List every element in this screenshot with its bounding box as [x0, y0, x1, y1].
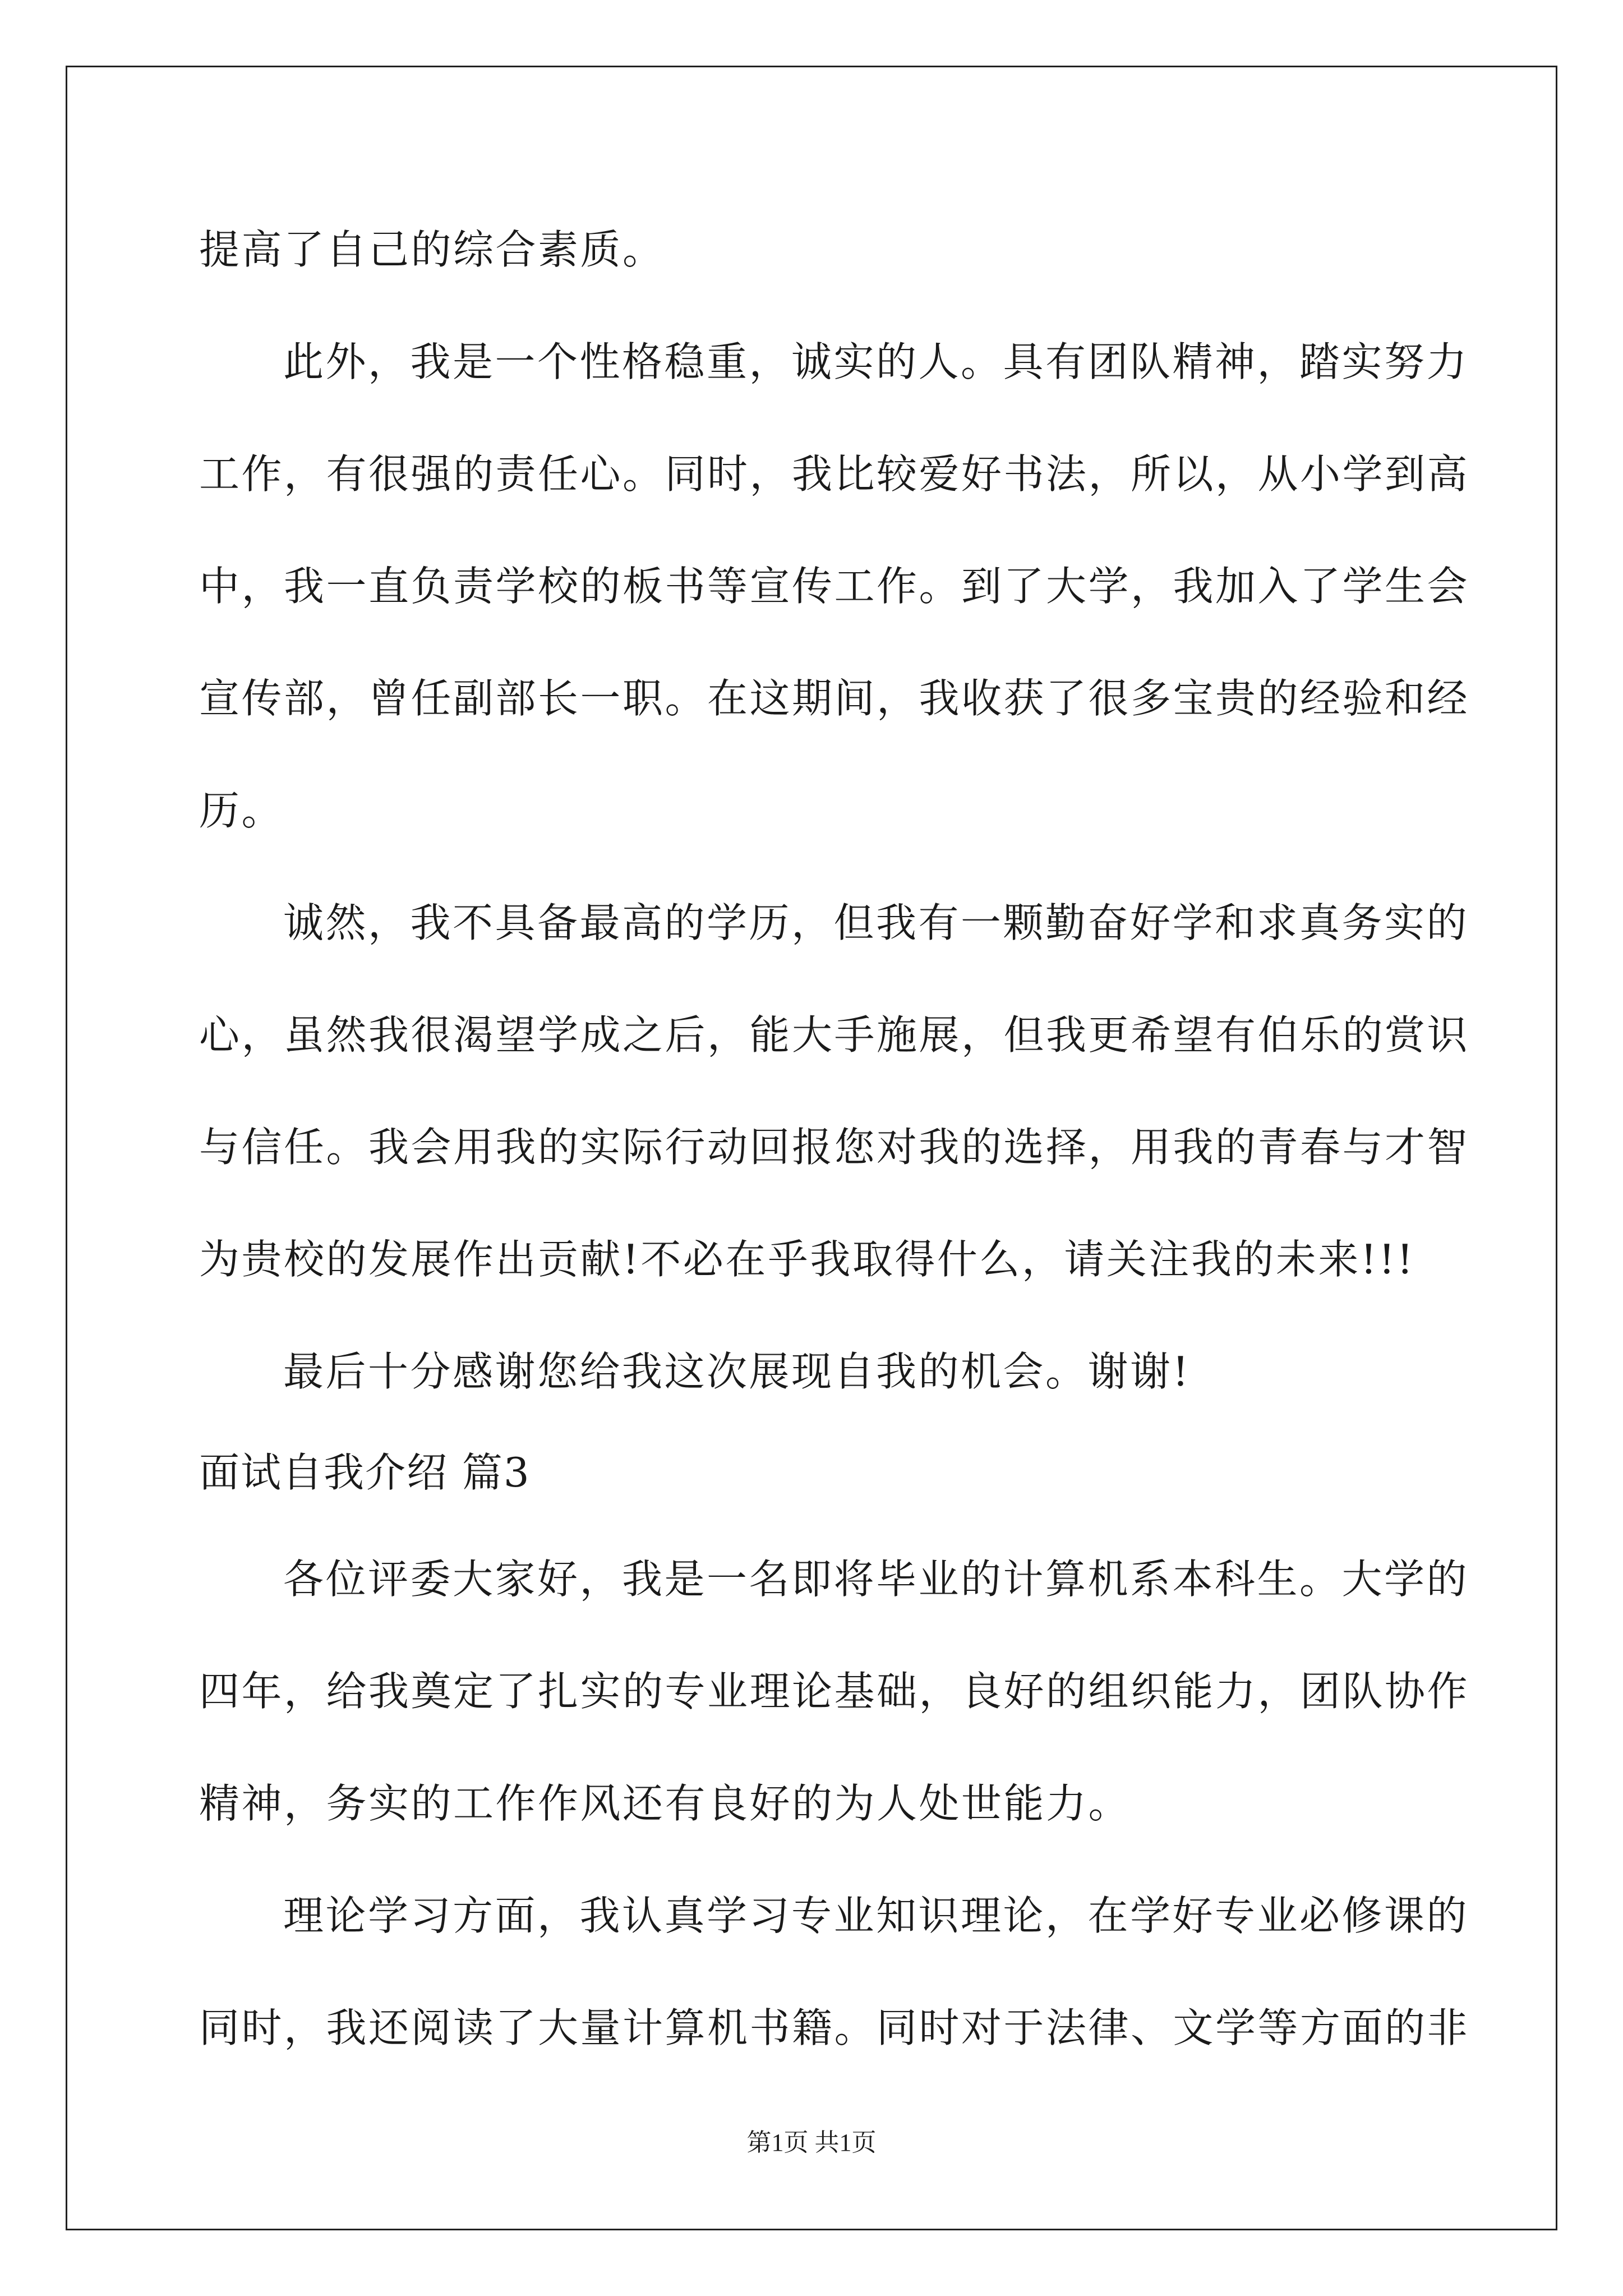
text-line: 同时，我还阅读了大量计算机书籍。同时对于法律、文学等方面的非 — [199, 2004, 1470, 2051]
text-line: 工作，有很强的责任心。同时，我比较爱好书法，所以，从小学到高 — [199, 450, 1470, 498]
text-line: 宣传部，曾任副部长一职。在这期间，我收获了很多宝贵的经验和经 — [199, 675, 1470, 722]
paragraph-first-line: 各位评委大家好，我是一名即将毕业的计算机系本科生。大学的 — [283, 1556, 1469, 1603]
text-line: 为贵校的发展作出贡献!不必在乎我取得什么，请关注我的未来!!! — [199, 1236, 1415, 1283]
text-line: 心，虽然我很渴望学成之后，能大手施展，但我更希望有伯乐的赏识 — [199, 1011, 1470, 1059]
text-line: 与信任。我会用我的实际行动回报您对我的选择，用我的青春与才智 — [199, 1124, 1470, 1171]
text-line: 提高了自己的综合素质。 — [199, 226, 665, 273]
text-line: 精神，务实的工作作风还有良好的为人处世能力。 — [199, 1780, 1131, 1827]
section-heading: 面试自我介绍 篇3 — [199, 1449, 531, 1496]
text-line: 中，我一直负责学校的板书等宣传工作。到了大学，我加入了学生会 — [199, 563, 1470, 610]
paragraph-first-line: 此外，我是一个性格稳重，诚实的人。具有团队精神，踏实努力 — [283, 338, 1469, 385]
page-footer: 第1页 共1页 — [746, 2129, 877, 2156]
text-line: 四年，给我奠定了扎实的专业理论基础，良好的组织能力，团队协作 — [199, 1668, 1470, 1715]
text-line: 历。 — [199, 787, 284, 834]
paragraph-first-line: 理论学习方面，我认真学习专业知识理论，在学好专业必修课的 — [283, 1892, 1469, 1939]
paragraph-first-line: 诚然，我不具备最高的学历，但我有一颗勤奋好学和求真务实的 — [283, 899, 1469, 946]
paragraph-first-line: 最后十分感谢您给我这次展现自我的机会。谢谢! — [283, 1348, 1191, 1395]
